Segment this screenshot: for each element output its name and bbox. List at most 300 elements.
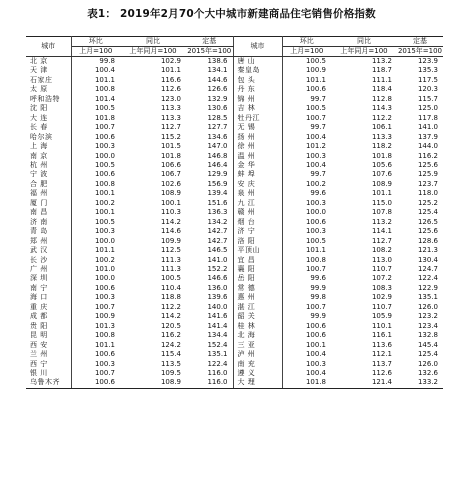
mom-value: 101.3 — [94, 321, 115, 330]
mom-value: 99.8 — [310, 293, 326, 302]
city-name: 石家庄 — [26, 76, 71, 85]
yoy-value: 121.4 — [331, 378, 397, 388]
mom-value: 100.1 — [94, 189, 115, 198]
table-row — [26, 369, 443, 378]
yoy-value: 112.2 — [371, 113, 392, 122]
mom-value: 100.9 — [94, 312, 115, 321]
table-row — [26, 57, 443, 67]
fixed-value: 133.2 — [397, 378, 443, 388]
fixed-value: 116.2 — [417, 151, 438, 160]
mom-value: 100.7 — [305, 113, 326, 122]
city-name: 杭 州 — [26, 161, 71, 170]
city-name: 南 充 — [233, 360, 282, 369]
price-index-table — [26, 36, 443, 389]
mom-value: 101.0 — [94, 264, 115, 273]
mom-value: 100.3 — [94, 142, 115, 151]
mom-value: 101.1 — [94, 75, 115, 84]
mom-value: 100.3 — [305, 227, 326, 236]
mom-value: 100.3 — [305, 198, 326, 207]
city-name: 牡丹江 — [233, 114, 282, 123]
table-row — [26, 170, 443, 179]
mom-value: 100.1 — [94, 208, 115, 217]
yoy-value: 111.3 — [160, 264, 181, 273]
yoy-value: 115.2 — [160, 132, 181, 141]
fixed-value: 122.4 — [417, 274, 438, 283]
fixed-value: 126.0 — [417, 302, 438, 311]
yoy-value: 102.9 — [160, 57, 181, 65]
table-row — [26, 360, 443, 369]
city-name: 韶 关 — [233, 312, 282, 321]
yoy-value: 112.6 — [371, 368, 392, 377]
mom-value: 101.8 — [282, 378, 331, 388]
table-row — [26, 85, 443, 94]
city-name: 大 连 — [26, 114, 71, 123]
yoy-value: 118.8 — [160, 293, 181, 302]
mom-value: 99.7 — [310, 123, 326, 132]
city-name: 银 川 — [26, 369, 71, 378]
fixed-value: 142.7 — [186, 227, 233, 236]
yoy-value: 100.5 — [160, 274, 181, 283]
fixed-value: 141.6 — [186, 312, 233, 321]
fixed-value: 125.6 — [417, 160, 438, 169]
city-name: 长 春 — [26, 123, 71, 132]
mom-value: 101.1 — [305, 75, 326, 84]
yoy-value: 112.6 — [160, 85, 181, 94]
yoy-value: 114.2 — [160, 312, 181, 321]
yoy-value: 111.3 — [160, 255, 181, 264]
fixed-subheader: 2015年=100 — [187, 47, 232, 55]
city-name: 吉 林 — [233, 104, 282, 113]
fixed-value: 156.9 — [186, 180, 233, 189]
yoy-value: 114.1 — [371, 227, 392, 236]
mom-value: 100.8 — [94, 179, 115, 188]
fixed-value: 147.0 — [186, 142, 233, 151]
city-name: 呼和浩特 — [26, 95, 71, 104]
yoy-value: 118.7 — [371, 66, 392, 75]
fixed-value: 129.9 — [186, 170, 233, 179]
city-name: 济 宁 — [233, 227, 282, 236]
fixed-value: 152.2 — [186, 265, 233, 274]
table-row — [26, 104, 443, 113]
table-row — [26, 95, 443, 104]
yoy-value: 100.1 — [160, 198, 181, 207]
fixed-value: 118.0 — [417, 189, 438, 198]
fixed-value: 121.3 — [417, 246, 438, 255]
yoy-value: 114.6 — [160, 227, 181, 236]
yoy-value: 101.1 — [371, 189, 392, 198]
mom-value: 100.7 — [94, 302, 115, 311]
city-name: 丹 东 — [233, 85, 282, 94]
mom-value: 100.6 — [305, 321, 326, 330]
city-name: 兰 州 — [26, 350, 71, 359]
city-name: 惠 州 — [233, 293, 282, 302]
fixed-value: 125.6 — [417, 227, 438, 236]
fixed-value: 134.6 — [186, 133, 233, 142]
mom-value: 100.5 — [94, 160, 115, 169]
city-name: 三 亚 — [233, 341, 282, 350]
mom-value: 100.3 — [94, 359, 115, 368]
table-row — [26, 293, 443, 302]
yoy-header: 同比 — [120, 37, 186, 47]
mom-subheader: 上月=100 — [282, 47, 331, 57]
city-name: 湛 江 — [233, 303, 282, 312]
mom-header: 环比 — [71, 37, 120, 47]
yoy-value: 123.0 — [160, 94, 181, 103]
yoy-value: 106.7 — [160, 170, 181, 179]
city-name: 深 圳 — [26, 274, 71, 283]
yoy-value: 118.4 — [371, 85, 392, 94]
yoy-value: 113.3 — [371, 132, 392, 141]
city-name: 上 海 — [26, 142, 71, 151]
city-name: 合 肥 — [26, 180, 71, 189]
fixed-value: 115.7 — [417, 94, 438, 103]
yoy-value: 112.7 — [160, 123, 181, 132]
fixed-value: 146.5 — [186, 246, 233, 255]
city-name: 桂 林 — [233, 322, 282, 331]
mom-value: 101.2 — [305, 142, 326, 151]
fixed-value: 122.9 — [417, 283, 438, 292]
city-name: 锦 州 — [233, 95, 282, 104]
table-row — [26, 189, 443, 198]
mom-value: 99.9 — [310, 283, 326, 292]
fixed-header: 定基 — [186, 37, 233, 47]
yoy-value: 109.5 — [160, 368, 181, 377]
yoy-value: 110.3 — [160, 208, 181, 217]
table-row — [26, 199, 443, 208]
mom-value: 100.8 — [94, 331, 115, 340]
yoy-value: 110.7 — [371, 264, 392, 273]
yoy-subheader: 上年同月=100 — [331, 47, 397, 57]
yoy-value: 107.8 — [371, 208, 392, 217]
fixed-value: 125.4 — [417, 350, 438, 359]
fixed-value: 146.8 — [186, 152, 233, 161]
city-name: 泉 州 — [233, 189, 282, 198]
fixed-value: 120.3 — [417, 85, 438, 94]
mom-value: 100.5 — [305, 104, 326, 113]
yoy-value: 113.2 — [371, 217, 392, 226]
yoy-value: 108.3 — [371, 283, 392, 292]
yoy-value: 108.9 — [160, 189, 181, 198]
yoy-value: 113.3 — [160, 113, 181, 122]
mom-value: 100.0 — [94, 274, 115, 283]
table-row — [26, 265, 443, 274]
mom-value: 99.8 — [99, 57, 115, 65]
city-name: 北 海 — [233, 331, 282, 340]
table-row — [26, 161, 443, 170]
yoy-value: 106.1 — [371, 123, 392, 132]
city-name: 厦 门 — [26, 199, 71, 208]
city-name: 昆 明 — [26, 331, 71, 340]
city-name: 沈 阳 — [26, 104, 71, 113]
fixed-value: 130.4 — [417, 255, 438, 264]
yoy-value: 101.8 — [371, 151, 392, 160]
fixed-value: 140.0 — [186, 303, 233, 312]
fixed-value: 141.0 — [417, 123, 438, 132]
yoy-value: 106.6 — [160, 160, 181, 169]
mom-value: 100.2 — [94, 255, 115, 264]
yoy-value: 108.9 — [120, 378, 186, 388]
fixed-value: 123.9 — [417, 57, 438, 65]
mom-value: 100.4 — [305, 160, 326, 169]
fixed-value: 136.0 — [186, 284, 233, 293]
city-name: 济 南 — [26, 218, 71, 227]
city-name: 西 安 — [26, 341, 71, 350]
fixed-value: 125.2 — [417, 198, 438, 207]
city-name: 岳 阳 — [233, 274, 282, 283]
yoy-value: 113.7 — [371, 359, 392, 368]
yoy-value: 113.2 — [371, 57, 392, 65]
city-header: 城市 — [26, 37, 71, 57]
fixed-value: 135.3 — [417, 66, 438, 75]
yoy-value: 112.5 — [160, 246, 181, 255]
yoy-value: 105.6 — [371, 160, 392, 169]
mom-value: 100.5 — [94, 217, 115, 226]
mom-value: 100.3 — [305, 151, 326, 160]
mom-value: 100.6 — [94, 170, 115, 179]
mom-value: 100.6 — [94, 350, 115, 359]
yoy-value: 112.2 — [160, 302, 181, 311]
table-row — [26, 350, 443, 359]
fixed-value: 146.6 — [186, 274, 233, 283]
table-row — [26, 180, 443, 189]
city-name: 贵 阳 — [26, 322, 71, 331]
mom-value: 99.7 — [310, 170, 326, 179]
table-row — [26, 142, 443, 151]
table-row — [26, 341, 443, 350]
city-name: 成 都 — [26, 312, 71, 321]
fixed-subheader: 2015年=100 — [397, 47, 443, 55]
city-header: 城市 — [233, 37, 282, 57]
table-row — [26, 227, 443, 236]
yoy-value: 114.3 — [371, 104, 392, 113]
yoy-value: 108.9 — [371, 179, 392, 188]
fixed-value: 127.7 — [186, 123, 233, 132]
table-row — [26, 303, 443, 312]
city-name: 包 头 — [233, 76, 282, 85]
yoy-value: 114.2 — [160, 217, 181, 226]
city-name: 洛 阳 — [233, 237, 282, 246]
table-row — [26, 256, 443, 265]
city-name: 安 庆 — [233, 180, 282, 189]
table-row — [26, 133, 443, 142]
city-name: 泸 州 — [233, 350, 282, 359]
yoy-value: 109.9 — [160, 236, 181, 245]
city-name: 秦皇岛 — [233, 66, 282, 75]
city-name: 遵 义 — [233, 369, 282, 378]
fixed-value: 144.6 — [186, 76, 233, 85]
fixed-value: 128.5 — [186, 114, 233, 123]
city-name: 郑 州 — [26, 237, 71, 246]
yoy-value: 113.0 — [371, 255, 392, 264]
city-name: 长 沙 — [26, 256, 71, 265]
yoy-value: 102.9 — [371, 293, 392, 302]
city-name: 乌鲁木齐 — [26, 378, 71, 388]
mom-value: 100.7 — [94, 123, 115, 132]
mom-value: 100.4 — [94, 66, 115, 75]
mom-value: 100.1 — [305, 340, 326, 349]
mom-value: 100.5 — [94, 104, 115, 113]
city-name: 青 岛 — [26, 227, 71, 236]
table-row — [26, 76, 443, 85]
fixed-value: 117.8 — [417, 113, 438, 122]
city-name: 赣 州 — [233, 208, 282, 217]
yoy-value: 101.1 — [160, 66, 181, 75]
yoy-value: 102.6 — [160, 179, 181, 188]
yoy-value: 110.1 — [371, 321, 392, 330]
city-name: 太 原 — [26, 85, 71, 94]
fixed-value: 141.4 — [186, 322, 233, 331]
yoy-value: 116.6 — [160, 75, 181, 84]
mom-value: 100.2 — [305, 179, 326, 188]
city-name: 南 昌 — [26, 208, 71, 217]
yoy-value: 110.7 — [371, 302, 392, 311]
fixed-value: 142.7 — [186, 237, 233, 246]
yoy-value: 120.5 — [160, 321, 181, 330]
fixed-value: 132.9 — [186, 95, 233, 104]
city-name: 无 锡 — [233, 123, 282, 132]
city-name: 徐 州 — [233, 142, 282, 151]
mom-value: 100.5 — [305, 57, 326, 65]
fixed-value: 116.0 — [186, 378, 233, 388]
yoy-value: 107.6 — [371, 170, 392, 179]
fixed-value: 125.0 — [417, 104, 438, 113]
table-row — [26, 114, 443, 123]
table-title: 表1： 2019年2月70个大中城市新建商品住宅销售价格指数 — [87, 8, 376, 20]
table-row — [26, 322, 443, 331]
fixed-value: 152.4 — [186, 341, 233, 350]
fixed-value: 117.5 — [417, 75, 438, 84]
fixed-value: 123.7 — [417, 179, 438, 188]
mom-value: 101.1 — [94, 340, 115, 349]
city-name: 福 州 — [26, 189, 71, 198]
fixed-header: 定基 — [397, 37, 443, 47]
fixed-value: 135.1 — [417, 293, 438, 302]
fixed-value: 135.1 — [186, 350, 233, 359]
mom-value: 100.6 — [71, 378, 120, 388]
mom-value: 100.0 — [305, 208, 326, 217]
mom-value: 100.5 — [305, 236, 326, 245]
mom-value: 100.6 — [94, 283, 115, 292]
table-row — [26, 274, 443, 283]
city-name: 武 汉 — [26, 246, 71, 255]
fixed-value: 139.6 — [186, 293, 233, 302]
fixed-value: 123.2 — [417, 312, 438, 321]
yoy-value: 118.2 — [371, 142, 392, 151]
yoy-value: 112.1 — [371, 350, 392, 359]
fixed-value: 126.5 — [417, 217, 438, 226]
mom-header: 环比 — [282, 37, 331, 47]
fixed-value: 123.4 — [417, 321, 438, 330]
city-name: 金 华 — [233, 161, 282, 170]
yoy-value: 108.2 — [371, 246, 392, 255]
yoy-value: 101.8 — [160, 151, 181, 160]
city-name: 南 京 — [26, 152, 71, 161]
yoy-value: 116.1 — [371, 331, 392, 340]
mom-value: 100.4 — [305, 132, 326, 141]
mom-value: 100.3 — [305, 359, 326, 368]
mom-value: 100.3 — [94, 293, 115, 302]
city-name: 宁 波 — [26, 170, 71, 179]
fixed-value: 151.6 — [186, 199, 233, 208]
mom-value: 100.8 — [305, 255, 326, 264]
mom-value: 99.6 — [310, 274, 326, 283]
yoy-header: 同比 — [331, 37, 397, 47]
city-name: 北 京 — [26, 57, 71, 67]
fixed-value: 136.3 — [186, 208, 233, 217]
yoy-value: 112.7 — [371, 236, 392, 245]
city-name: 常 德 — [233, 284, 282, 293]
fixed-value: 125.4 — [417, 208, 438, 217]
mom-value: 100.7 — [305, 302, 326, 311]
mom-value: 100.0 — [94, 236, 115, 245]
table-row — [26, 237, 443, 246]
fixed-value: 132.8 — [417, 331, 438, 340]
table-row — [26, 123, 443, 132]
mom-value: 100.8 — [94, 85, 115, 94]
mom-value: 100.4 — [305, 368, 326, 377]
mom-value: 101.4 — [94, 94, 115, 103]
fixed-value: 134.4 — [186, 331, 233, 340]
mom-value: 100.4 — [305, 350, 326, 359]
fixed-value: 141.0 — [186, 256, 233, 265]
city-name: 烟 台 — [233, 218, 282, 227]
mom-value: 101.8 — [94, 113, 115, 122]
fixed-value: 132.6 — [417, 368, 438, 377]
mom-value: 100.6 — [305, 217, 326, 226]
fixed-value: 145.4 — [417, 340, 438, 349]
fixed-value: 144.0 — [417, 142, 438, 151]
mom-value: 99.6 — [310, 189, 326, 198]
fixed-value: 125.9 — [417, 170, 438, 179]
table-row — [26, 66, 443, 75]
fixed-value: 134.2 — [186, 218, 233, 227]
fixed-value: 134.1 — [186, 66, 233, 75]
mom-value: 100.3 — [94, 227, 115, 236]
yoy-value: 105.9 — [371, 312, 392, 321]
mom-subheader: 上月=100 — [71, 47, 120, 57]
yoy-value: 115.4 — [160, 350, 181, 359]
mom-value: 100.6 — [94, 132, 115, 141]
fixed-value: 146.4 — [186, 161, 233, 170]
city-name: 海 口 — [26, 293, 71, 302]
yoy-value: 113.5 — [160, 359, 181, 368]
city-name: 西 宁 — [26, 360, 71, 369]
city-name: 襄 阳 — [233, 265, 282, 274]
city-name: 重 庆 — [26, 303, 71, 312]
fixed-value: 126.6 — [186, 85, 233, 94]
city-name: 平顶山 — [233, 246, 282, 255]
mom-value: 100.6 — [305, 331, 326, 340]
yoy-value: 113.3 — [160, 104, 181, 113]
yoy-value: 111.1 — [371, 75, 392, 84]
fixed-value: 137.9 — [417, 132, 438, 141]
mom-value: 100.9 — [305, 66, 326, 75]
city-name: 扬 州 — [233, 133, 282, 142]
table-row — [26, 208, 443, 217]
table-row — [26, 284, 443, 293]
city-name: 温 州 — [233, 152, 282, 161]
yoy-value: 113.6 — [371, 340, 392, 349]
fixed-value: 126.0 — [417, 359, 438, 368]
fixed-value: 130.6 — [186, 104, 233, 113]
fixed-value: 139.4 — [186, 189, 233, 198]
city-name: 唐 山 — [233, 57, 282, 67]
fixed-value: 128.6 — [417, 236, 438, 245]
yoy-value: 112.8 — [371, 94, 392, 103]
yoy-value: 115.0 — [371, 198, 392, 207]
table-row — [26, 378, 443, 388]
yoy-value: 101.5 — [160, 142, 181, 151]
